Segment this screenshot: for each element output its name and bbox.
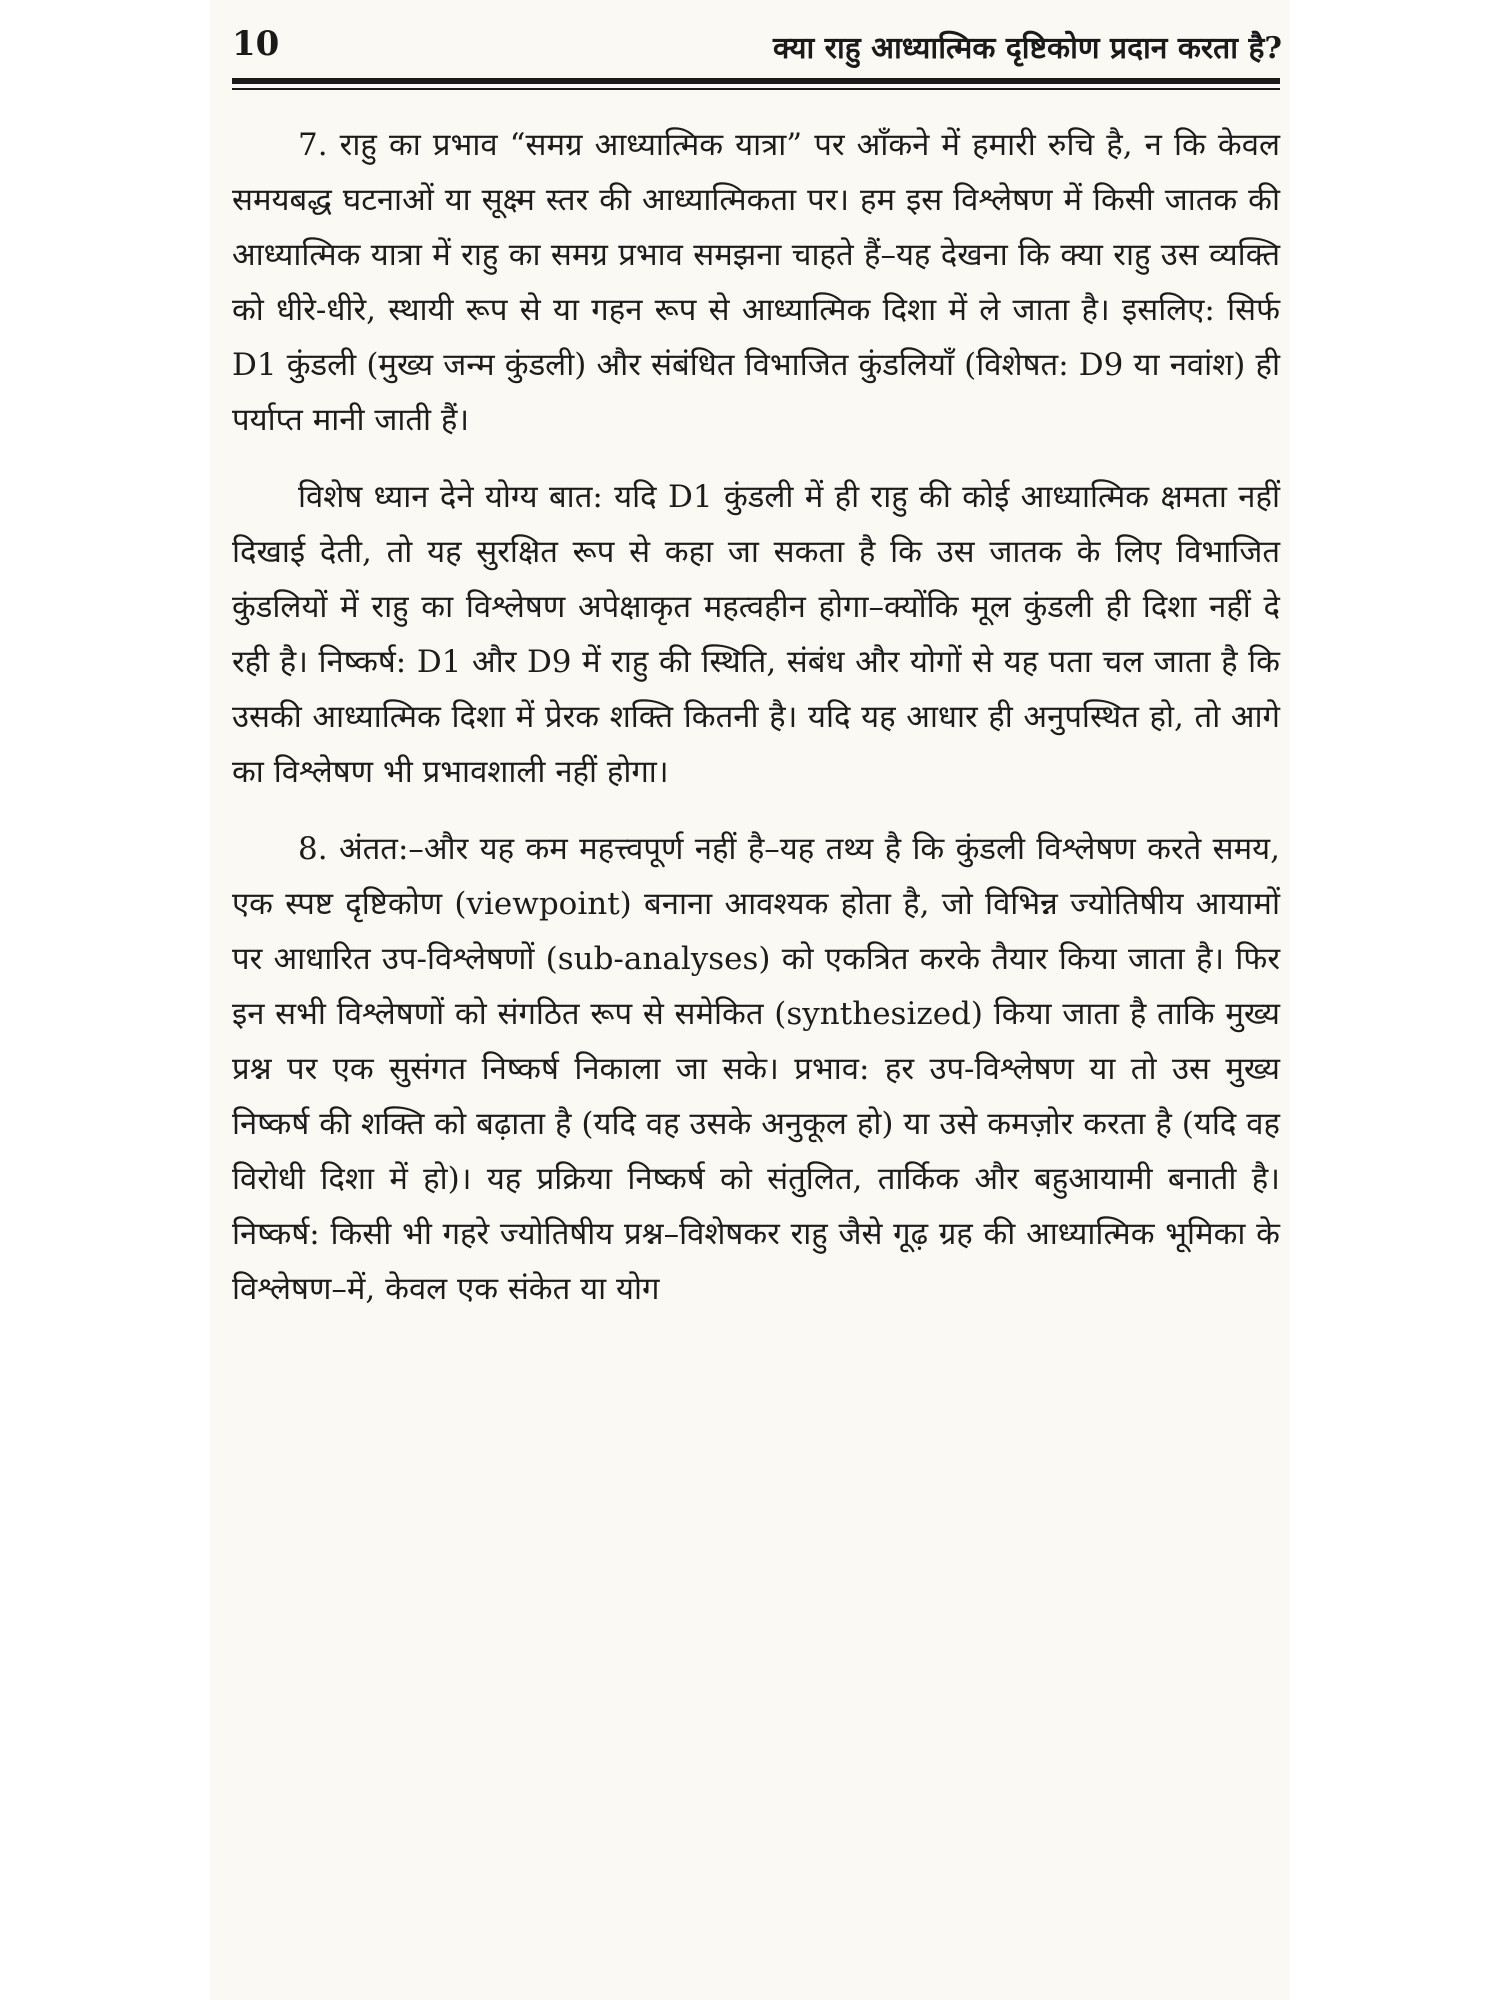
- running-title: क्या राहु आध्यात्मिक दृष्टिकोण प्रदान करता है?: [773, 31, 1282, 66]
- page-header: [232, 18, 1290, 76]
- header-rule-thick: [232, 78, 1280, 84]
- header-rule-thin: [232, 88, 1280, 90]
- book-page: [210, 0, 1290, 2000]
- paragraph-point-7: 7. राहु का प्रभाव “समग्र आध्यात्मिक यात्रा” पर आँकने में हमारी रुचि है, न कि केवल समयबद्ध घटनाओं या सूक्ष्म स्तर की आध्यात्मिकता पर। हम इस विश्लेषण में किसी जातक की आध्यात्मिक यात्रा में राहु का समग्र प्रभाव समझना चाहते हैं–यह देखना कि क्या राहु उस व्यक्ति को धीरे-धीरे, स्थायी रूप से या गहन रूप से आध्यात्मिक दिशा में ले जाता है। इसलिए: सिर्फ D1 कुंडली (मुख्य जन्म कुंडली) और संबंधित विभाजित कुंडलियाँ (विशेषत: D9 या नवांश) ही पर्याप्त मानी जाती हैं।: [232, 127, 1280, 438]
- page-number: 10: [232, 24, 280, 64]
- paragraph-special-note: विशेष ध्यान देने योग्य बात: यदि D1 कुंडली में ही राहु की कोई आध्यात्मिक क्षमता नहीं दिखाई देती, तो यह सुरक्षित रूप से कहा जा सकता है कि उस जातक के लिए विभाजित कुंडलियों में राहु का विश्लेषण अपेक्षाकृत महत्वहीन होगा–क्योंकि मूल कुंडली ही दिशा नहीं दे रही है। निष्कर्ष: D1 और D9 में राहु की स्थिति, संबंध और योगों से यह पता चल जाता है कि उसकी आध्यात्मिक दिशा में प्रेरक शक्ति कितनी है। यदि यह आधार ही अनुपस्थित हो, तो आगे का विश्लेषण भी प्रभावशाली नहीं होगा।: [232, 479, 1280, 790]
- body-text: [232, 118, 1280, 1339]
- paragraph-point-8: 8. अंतत:–और यह कम महत्त्वपूर्ण नहीं है–यह तथ्य है कि कुंडली विश्लेषण करते समय, एक स्पष्ट दृष्टिकोण (viewpoint) बनाना आवश्यक होता है, जो विभिन्न ज्योतिषीय आयामों पर आधारित उप-विश्लेषणों (sub-analyses) को एकत्रित करके तैयार किया जाता है। फिर इन सभी विश्लेषणों को संगठित रूप से समेकित (synthesized) किया जाता है ताकि मुख्य प्रश्न पर एक सुसंगत निष्कर्ष निकाला जा सके। प्रभाव: हर उप-विश्लेषण या तो उस मुख्य निष्कर्ष की शक्ति को बढ़ाता है (यदि वह उसके अनुकूल हो) या उसे कमज़ोर करता है (यदि वह विरोधी दिशा में हो)। यह प्रक्रिया निष्कर्ष को संतुलित, तार्किक और बहुआयामी बनाती है। निष्कर्ष: किसी भी गहरे ज्योतिषीय प्रश्न–विशेषकर राहु जैसे गूढ़ ग्रह की आध्यात्मिक भूमिका के विश्लेषण–में, केवल एक संकेत या योग: [232, 831, 1280, 1307]
